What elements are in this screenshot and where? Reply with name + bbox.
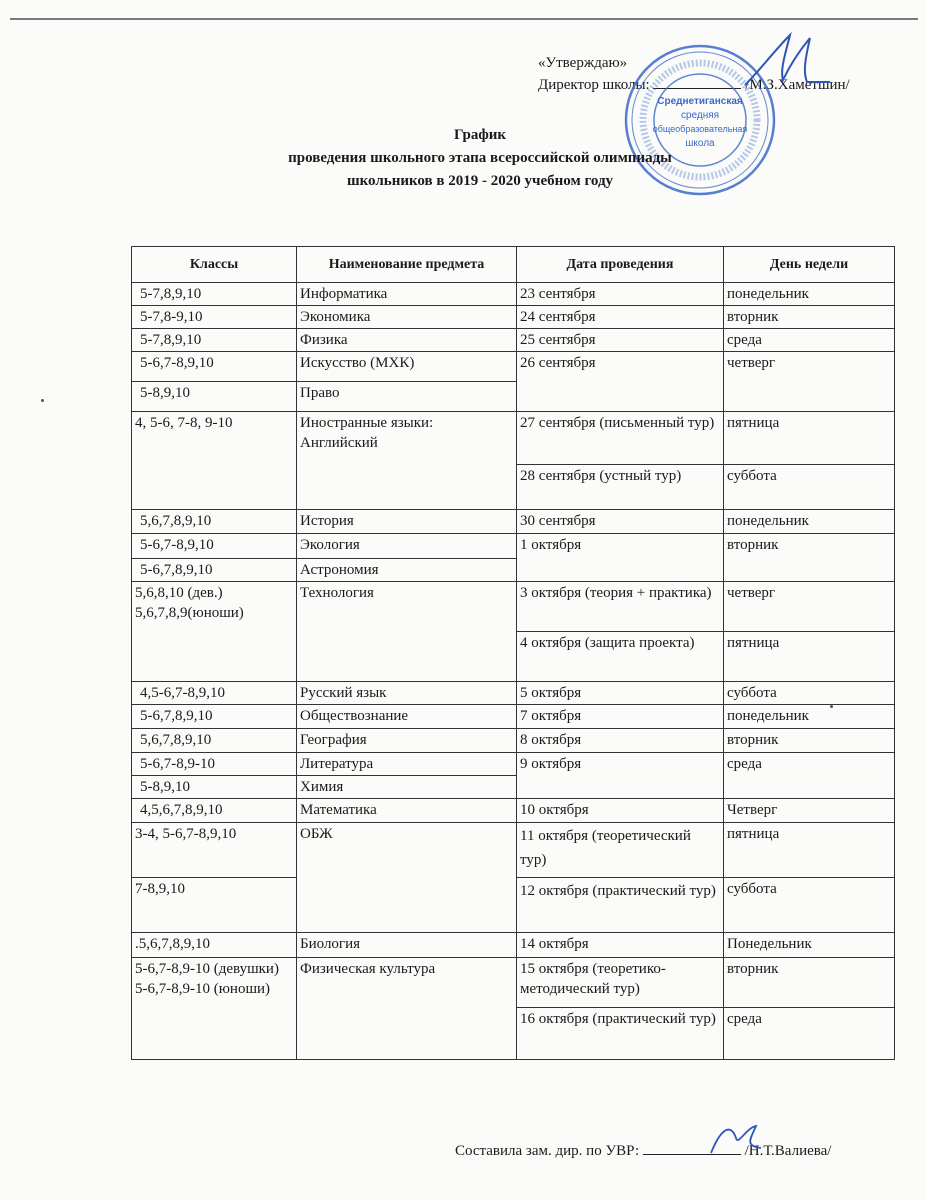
cell-subject: Экология	[297, 534, 517, 559]
cell-day: четверг	[724, 352, 895, 412]
director-name: /М.З.Хаметшин/	[745, 77, 850, 93]
cell-classes: 5-7,8,9,10	[132, 329, 297, 352]
olympiad-schedule-table	[131, 246, 895, 1060]
cell-date: 3 октября (теория + практика)	[517, 582, 724, 632]
cell-subject: География	[297, 729, 517, 753]
cell-classes: 3-4, 5-6,7-8,9,10	[132, 823, 297, 878]
cell-date: 8 октября	[517, 729, 724, 753]
cell-date: 1 октября	[517, 534, 724, 582]
deputy-signature	[706, 1118, 766, 1158]
compiled-by-name: /Н.Т.Валиева/	[744, 1143, 832, 1159]
cell-classes: 5-6,7-8,9,10	[132, 534, 297, 559]
svg-text:школа: школа	[685, 138, 715, 149]
cell-date: 12 октября (практический тур)	[517, 878, 724, 933]
cell-subject: Физика	[297, 329, 517, 352]
cell-subject: Биология	[297, 933, 517, 958]
cell-day: Понедельник	[724, 933, 895, 958]
cell-day: пятница	[724, 412, 895, 465]
cell-date: 23 сентября	[517, 283, 724, 306]
cell-subject: Обществознание	[297, 705, 517, 729]
table-row	[132, 510, 895, 534]
approval-label: «Утверждаю»	[538, 55, 628, 71]
cell-date: 9 октября	[517, 753, 724, 799]
cell-classes: 5-7,8-9,10	[132, 306, 297, 329]
cell-classes: 5,6,8,10 (дев.) 5,6,7,8,9(юноши)	[132, 582, 297, 682]
table-row	[132, 958, 895, 1008]
cell-subject: Астрономия	[297, 559, 517, 582]
cell-day: суббота	[724, 878, 895, 933]
director-signature	[735, 30, 835, 90]
cell-day: суббота	[724, 465, 895, 510]
cell-date: 26 сентября	[517, 352, 724, 412]
director-prefix: Директор школы:	[538, 77, 650, 93]
cell-day: пятница	[724, 823, 895, 878]
cell-subject: Физическая культура	[297, 958, 517, 1060]
cell-date: 11 октября (теоретический тур)	[517, 823, 724, 878]
document-subtitle-line2: школьников в 2019 - 2020 учебном году	[346, 173, 614, 189]
cell-day: среда	[724, 329, 895, 352]
cell-classes: 5-6,7-8,9-10	[132, 753, 297, 776]
table-header-row	[132, 247, 895, 283]
header-subject: Наименование предмета	[297, 247, 517, 283]
cell-classes: 5-6,7,8,9,10	[132, 559, 297, 582]
table-row	[132, 933, 895, 958]
cell-classes: 7-8,9,10	[132, 878, 297, 933]
cell-day: вторник	[724, 958, 895, 1008]
cell-classes: 5-6,7-8,9-10 (девушки) 5-6,7-8,9-10 (юноши)	[132, 958, 297, 1060]
cell-day: вторник	[724, 534, 895, 582]
cell-day: суббота	[724, 682, 895, 705]
cell-subject: Информатика	[297, 283, 517, 306]
cell-subject: Иностранные языки: Английский	[297, 412, 517, 510]
cell-subject: Право	[297, 382, 517, 412]
svg-text:общеобразовательная: общеобразовательная	[652, 124, 748, 134]
scan-speck	[830, 705, 833, 708]
cell-subject: ОБЖ	[297, 823, 517, 933]
cell-subject: История	[297, 510, 517, 534]
cell-classes: 5-6,7-8,9,10	[132, 352, 297, 382]
table-row	[132, 534, 895, 559]
cell-subject: Технология	[297, 582, 517, 682]
svg-text:средняя: средняя	[680, 110, 720, 121]
cell-date: 4 октября (защита проекта)	[517, 632, 724, 682]
table-row	[132, 753, 895, 776]
cell-day: вторник	[724, 306, 895, 329]
cell-day: среда	[724, 1008, 895, 1060]
cell-classes: 5-6,7,8,9,10	[132, 705, 297, 729]
table-row	[132, 283, 895, 306]
cell-subject: Химия	[297, 776, 517, 799]
cell-day: вторник	[724, 729, 895, 753]
cell-day: Четверг	[724, 799, 895, 823]
cell-subject: Экономика	[297, 306, 517, 329]
cell-subject: Русский язык	[297, 682, 517, 705]
table-row	[132, 729, 895, 753]
cell-day: четверг	[724, 582, 895, 632]
cell-classes: 5-8,9,10	[132, 382, 297, 412]
cell-day: пятница	[724, 632, 895, 682]
cell-subject: Искусство (МХК)	[297, 352, 517, 382]
cell-subject: Литература	[297, 753, 517, 776]
table-row	[132, 582, 895, 632]
cell-day: понедельник	[724, 510, 895, 534]
table-row	[132, 682, 895, 705]
cell-classes: 4, 5-6, 7-8, 9-10	[132, 412, 297, 510]
cell-day: среда	[724, 753, 895, 799]
cell-date: 30 сентября	[517, 510, 724, 534]
cell-classes: 5-8,9,10	[132, 776, 297, 799]
cell-classes: 5,6,7,8,9,10	[132, 510, 297, 534]
cell-classes: 4,5-6,7-8,9,10	[132, 682, 297, 705]
cell-day: понедельник	[724, 283, 895, 306]
table-row	[132, 799, 895, 823]
svg-text:Среднетиганская: Среднетиганская	[657, 96, 743, 107]
compiled-by-line	[455, 1140, 831, 1160]
table-row	[132, 329, 895, 352]
table-row	[132, 352, 895, 382]
cell-date: 25 сентября	[517, 329, 724, 352]
cell-date: 27 сентября (письменный тур)	[517, 412, 724, 465]
cell-date: 14 октября	[517, 933, 724, 958]
cell-subject: Математика	[297, 799, 517, 823]
cell-classes: 4,5,6,7,8,9,10	[132, 799, 297, 823]
cell-date: 5 октября	[517, 682, 724, 705]
cell-date: 28 сентября (устный тур)	[517, 465, 724, 510]
cell-date: 24 сентября	[517, 306, 724, 329]
scan-top-edge-line	[10, 18, 918, 20]
cell-date: 10 октября	[517, 799, 724, 823]
cell-day: понедельник	[724, 705, 895, 729]
table-row	[132, 705, 895, 729]
cell-classes: 5-7,8,9,10	[132, 283, 297, 306]
table-row	[132, 306, 895, 329]
header-day: День недели	[724, 247, 895, 283]
cell-date: 7 октября	[517, 705, 724, 729]
cell-date: 16 октября (практический тур)	[517, 1008, 724, 1060]
scan-speck	[41, 399, 44, 402]
compiled-by-prefix: Составила зам. дир. по УВР:	[455, 1143, 640, 1159]
table-row	[132, 823, 895, 878]
header-classes: Классы	[132, 247, 297, 283]
cell-classes: .5,6,7,8,9,10	[132, 933, 297, 958]
cell-date: 15 октября (теоретико-методический тур)	[517, 958, 724, 1008]
header-date: Дата проведения	[517, 247, 724, 283]
cell-classes: 5,6,7,8,9,10	[132, 729, 297, 753]
document-subtitle-line1: проведения школьного этапа всероссийской олимпиады	[288, 150, 672, 166]
table-row	[132, 412, 895, 465]
document-title: График	[453, 127, 507, 143]
